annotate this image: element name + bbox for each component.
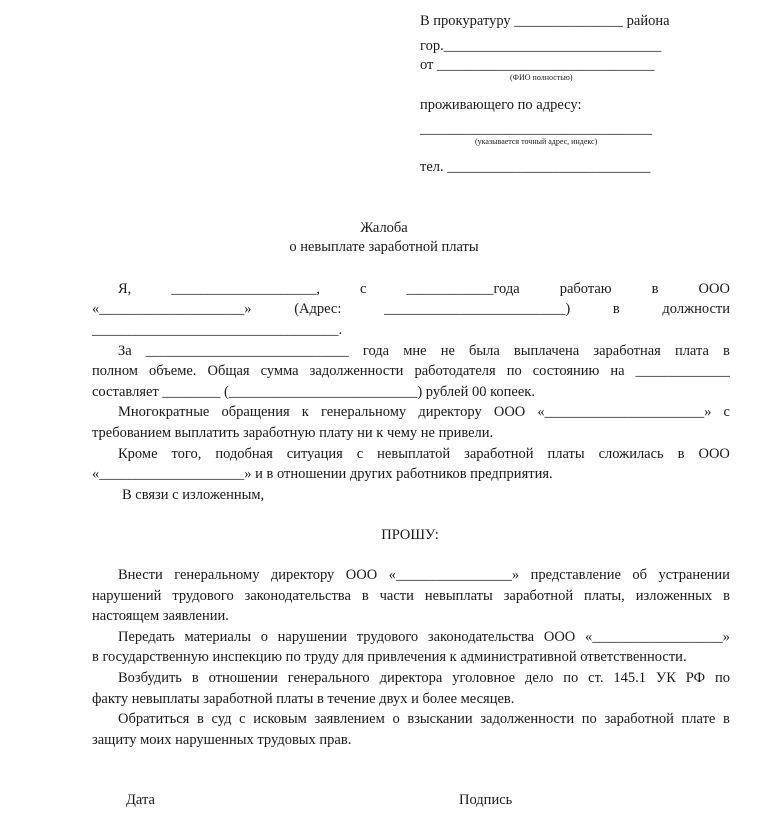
r2-row-1 (118, 628, 730, 646)
word: с (359, 281, 367, 297)
word: сумма (260, 363, 299, 379)
header-from: от ______________________________ (420, 57, 655, 73)
word: заработной (604, 711, 674, 727)
word: обращения (221, 404, 290, 420)
word: Я, (118, 281, 132, 297)
word: сложилась (598, 446, 664, 462)
word: не (440, 343, 455, 359)
word: в (651, 281, 659, 297)
header-phone: тел. ____________________________ (420, 159, 651, 175)
word: Кроме (118, 446, 158, 462)
word: представление (530, 567, 621, 583)
p2-row-2: требованием выплатить заработную плату ни к чему не привели. (92, 425, 494, 441)
word: года (362, 343, 390, 359)
r3-row-1 (118, 669, 730, 687)
word: Возбудить (118, 670, 182, 686)
word: законодательства (244, 588, 351, 604)
p1-row-2 (92, 362, 730, 380)
word: ООО (698, 446, 730, 462)
word: по (506, 363, 522, 379)
word: «________________» (388, 567, 520, 583)
word: в (723, 343, 730, 359)
word: ст. (588, 670, 604, 686)
word: должности (662, 301, 730, 317)
header-address-blank: ________________________________ (420, 121, 652, 137)
word: невыплаты (424, 588, 493, 604)
address-hint: (указывается точный адрес, индекс) (475, 137, 598, 146)
word: устранении (658, 567, 730, 583)
request-heading: ПРОШУ: (381, 527, 439, 543)
p3-row-1 (118, 445, 730, 463)
word: _____________ (635, 363, 730, 379)
word: взыскании (407, 711, 473, 727)
footer-date: Дата (126, 792, 155, 808)
title-complaint: Жалоба (360, 220, 408, 236)
p4-text: В связи с изложенным, (122, 487, 265, 503)
word: задолженности (309, 363, 404, 379)
word: работодателя (414, 363, 496, 379)
word: Общая (207, 363, 250, 379)
word: с (356, 446, 364, 462)
word: генерального (287, 670, 370, 686)
word: того, (171, 446, 202, 462)
word: по (714, 670, 730, 686)
word: ____________________, (171, 281, 320, 297)
p1-row-3: составляет ________ (__________________________) рублей 00 копеек. (92, 384, 535, 400)
r4-row-1 (118, 710, 730, 728)
word: невыплатой (377, 446, 451, 462)
word: по (581, 711, 597, 727)
intro-row-3: __________________________________. (92, 322, 343, 338)
intro-row-2 (92, 300, 730, 318)
word: ____________года (406, 281, 520, 297)
word: заработной (464, 446, 534, 462)
word: плате (681, 711, 716, 727)
word: заявлением (314, 711, 385, 727)
word: подобная (215, 446, 273, 462)
r1-row-3: настоящем заявлении. (92, 608, 229, 624)
word: на (610, 363, 625, 379)
word: (Адрес: (294, 301, 342, 317)
word: части (379, 588, 414, 604)
word: заработная (593, 343, 661, 359)
word: трудового (172, 588, 234, 604)
word: директора (379, 670, 443, 686)
word: ситуация (286, 446, 343, 462)
r3-row-2: факту невыплаты заработной платы в течение двух и более месяцев. (92, 691, 515, 707)
word: состоянию (532, 363, 600, 379)
word: Многократные (118, 404, 210, 420)
word: выплачена (513, 343, 580, 359)
header-residing: проживающего по адресу: (420, 97, 582, 113)
word: объеме. (149, 363, 197, 379)
word: плата (674, 343, 709, 359)
word: суд (211, 711, 232, 727)
word: по (563, 670, 579, 686)
word: в (723, 588, 730, 604)
word: «__________________» (584, 629, 730, 645)
r1-row-2 (92, 587, 730, 605)
word: ____________________________ (145, 343, 349, 359)
word: с (723, 404, 730, 420)
word: Внести (118, 567, 163, 583)
word: уголовное (452, 670, 516, 686)
word: РФ (685, 670, 706, 686)
p2-row-1 (118, 403, 730, 421)
word: нарушении (277, 629, 348, 645)
word: Обратиться (118, 711, 190, 727)
word: ООО (543, 629, 576, 645)
word: в (677, 446, 685, 462)
word: отношении (208, 670, 278, 686)
word: Передать (118, 629, 175, 645)
r4-row-2: защиту моих нарушенных трудовых прав. (92, 732, 352, 748)
word: заработной (503, 588, 574, 604)
word: к (301, 404, 309, 420)
word: нарушений (92, 588, 162, 604)
word: ООО (698, 281, 730, 297)
word: в (612, 301, 620, 317)
word: трудового (356, 629, 419, 645)
header-city: гор.______________________________ (420, 38, 662, 54)
intro-row-1 (118, 280, 730, 298)
word: ООО (345, 567, 378, 583)
word: в (196, 711, 204, 727)
word: «____________________» (92, 301, 252, 317)
word: мне (403, 343, 427, 359)
word: генеральному (320, 404, 407, 420)
word: исковым (253, 711, 307, 727)
word: 145.1 (613, 670, 647, 686)
p1-row-1 (118, 342, 730, 360)
word: платы, (584, 588, 625, 604)
word: За (118, 343, 132, 359)
word: в (191, 670, 199, 686)
word: генеральному (174, 567, 260, 583)
word: работаю (559, 281, 612, 297)
word: законодательства (427, 629, 535, 645)
word: с (239, 711, 246, 727)
word: полном (92, 363, 138, 379)
word: в (723, 711, 730, 727)
word: материалы (184, 629, 251, 645)
footer-signature: Подпись (459, 792, 513, 808)
word: в (361, 588, 369, 604)
r1-row-1 (118, 566, 730, 584)
word: дело (525, 670, 554, 686)
word: изложенных (635, 588, 713, 604)
word: о (392, 711, 400, 727)
fio-hint: (ФИО полностью) (510, 73, 573, 82)
word: УК (655, 670, 676, 686)
word: директору (270, 567, 335, 583)
word: задолженности (480, 711, 575, 727)
header-prosecutor: В прокуратуру _______________ района (420, 13, 670, 29)
word: «______________________» (537, 404, 712, 420)
word: об (632, 567, 648, 583)
word: _________________________) (384, 301, 571, 317)
title-subject: о невыплате заработной платы (289, 239, 479, 255)
word: директору (418, 404, 482, 420)
word: ООО (493, 404, 526, 420)
word: о (260, 629, 268, 645)
word: платы (547, 446, 585, 462)
r2-row-2: в государственную инспекцию по труду для привлечения к административной ответственности. (92, 649, 687, 665)
p3-row-2: «____________________» и в отношении других работников предприятия. (92, 466, 553, 482)
word: была (468, 343, 500, 359)
